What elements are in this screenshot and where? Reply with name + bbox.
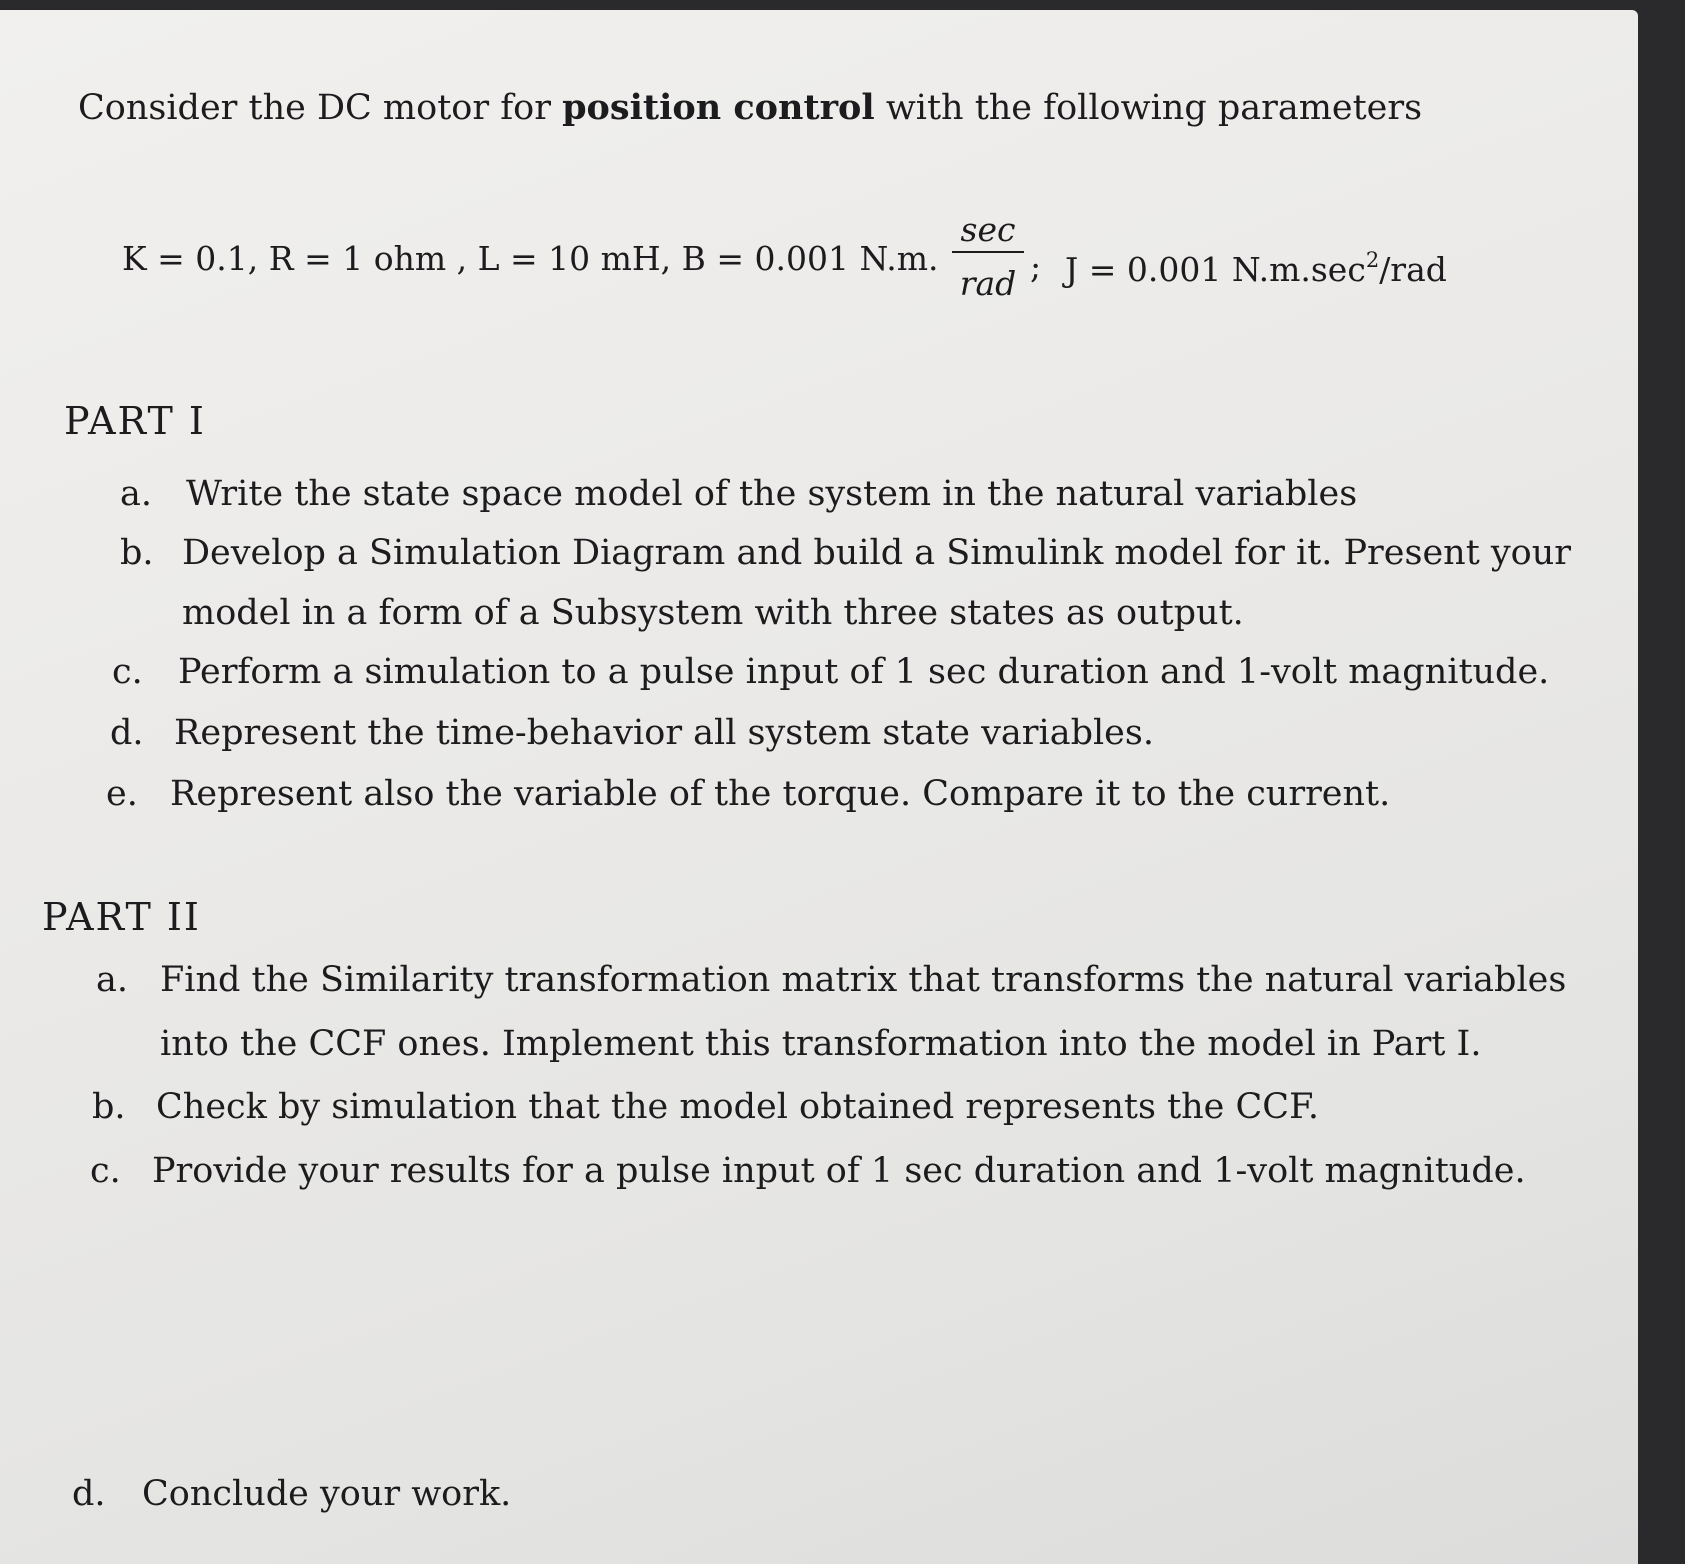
part1-item-label: c.: [112, 652, 143, 692]
document-page: [0, 10, 1638, 1564]
part1-item-label: a.: [120, 474, 152, 514]
part2-item-label: a.: [96, 960, 128, 1000]
part1-item-text: Perform a simulation to a pulse input of 1 sec duration and 1-volt magnitude.: [178, 652, 1550, 692]
part2-item-text: Find the Similarity transformation matrix that transforms the natural variables: [160, 960, 1567, 1000]
superscript-two: 2: [1365, 248, 1380, 272]
fraction-numerator: sec: [960, 210, 1016, 249]
fraction-denominator: rad: [959, 264, 1017, 303]
parameters-equation-left: K = 0.1, R = 1 ohm , L = 10 mH, B = 0.001 N.m.: [122, 239, 939, 278]
part2-heading: PART II: [42, 895, 201, 939]
part1-item-text: Develop a Simulation Diagram and build a Simulink model for it. Present your: [182, 533, 1572, 573]
part2-item-label: d.: [72, 1474, 106, 1514]
inertia-value: J = 0.001 N.m.sec: [1065, 250, 1366, 289]
part1-item-label: e.: [106, 774, 138, 814]
intro-bold-phrase: position control: [562, 87, 875, 128]
part2-item-label: c.: [90, 1151, 121, 1191]
part1-item-label: b.: [120, 533, 154, 573]
part1-item-text: model in a form of a Subsystem with three states as output.: [182, 593, 1244, 633]
intro-text-before: Consider the DC motor for: [78, 88, 563, 128]
part1-item-text: Write the state space model of the system in the natural variables: [186, 474, 1358, 514]
part1-item-label: d.: [110, 713, 144, 753]
fraction-bar: [952, 251, 1024, 253]
parameters-equation-right: [1065, 248, 1447, 289]
parameters-separator: ;: [1030, 247, 1042, 286]
inertia-unit: /rad: [1379, 250, 1447, 289]
intro-text-after: with the following parameters: [874, 88, 1423, 128]
part1-item-text: Represent also the variable of the torque. Compare it to the current.: [170, 774, 1391, 814]
intro-sentence: [78, 87, 1423, 128]
part1-heading: PART I: [64, 399, 206, 443]
part1-item-text: Represent the time-behavior all system state variables.: [174, 713, 1154, 753]
part2-item-text: Check by simulation that the model obtained represents the CCF.: [156, 1087, 1320, 1127]
part2-item-text: Provide your results for a pulse input of 1 sec duration and 1-volt magnitude.: [152, 1151, 1526, 1191]
part2-item-text: Conclude your work.: [142, 1474, 512, 1514]
part2-item-label: b.: [92, 1087, 126, 1127]
part2-item-text: into the CCF ones. Implement this transformation into the model in Part I.: [160, 1024, 1482, 1064]
